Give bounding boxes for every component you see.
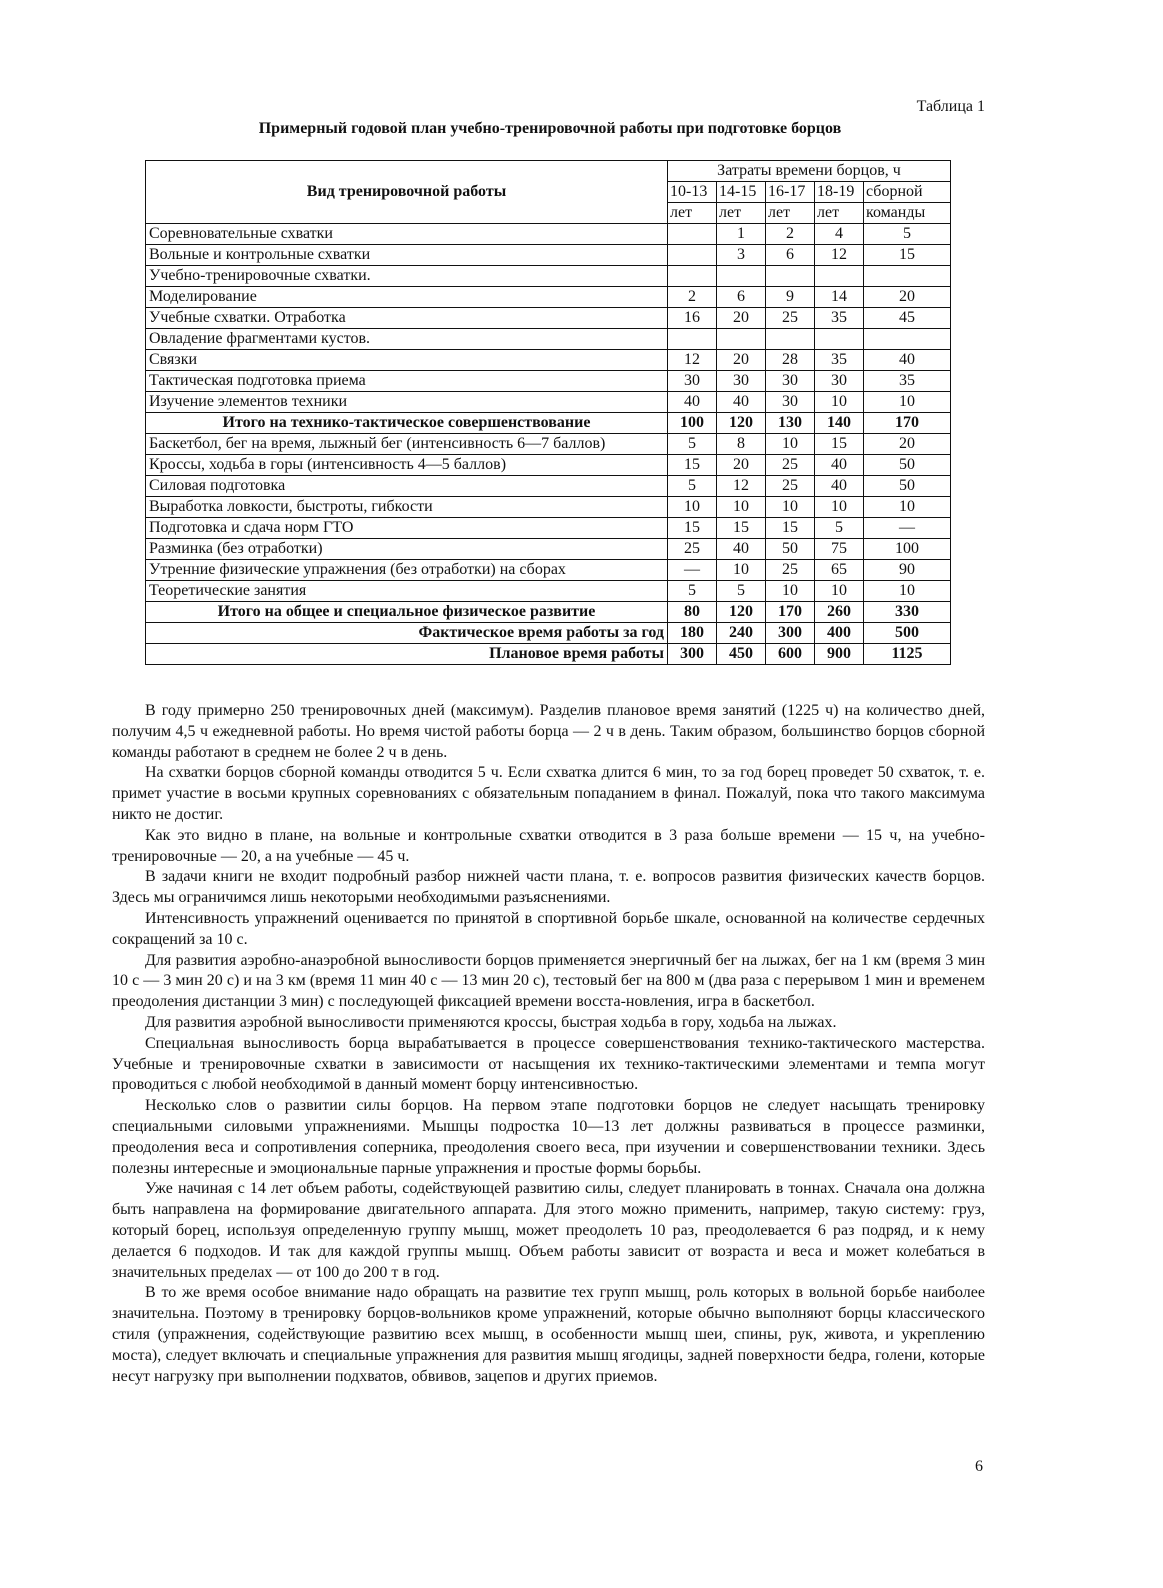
row-value: 30 [815, 371, 864, 392]
row-value: 5 [668, 476, 717, 497]
row-value: 15 [668, 455, 717, 476]
row-value: 6 [717, 287, 766, 308]
table-row [146, 455, 951, 476]
row-label: Подготовка и сдача норм ГТО [146, 518, 668, 539]
table-row [146, 308, 951, 329]
row-value: 50 [864, 455, 951, 476]
row-value: 330 [864, 602, 951, 623]
row-value: 100 [668, 413, 717, 434]
row-value: 35 [864, 371, 951, 392]
row-value: 10 [717, 497, 766, 518]
row-value: 5 [864, 224, 951, 245]
table-row [146, 266, 951, 287]
table-row [146, 476, 951, 497]
row-value: 120 [717, 413, 766, 434]
row-value: 40 [668, 392, 717, 413]
row-value: 3 [717, 245, 766, 266]
row-value: 20 [717, 350, 766, 371]
row-value: 6 [766, 245, 815, 266]
row-label: Овладение фрагментами кустов. [146, 329, 668, 350]
row-value: 15 [766, 518, 815, 539]
row-value: 170 [864, 413, 951, 434]
row-value [815, 329, 864, 350]
row-value [668, 266, 717, 287]
row-value: — [864, 518, 951, 539]
row-value [668, 245, 717, 266]
row-value: 30 [717, 371, 766, 392]
header-col-bottom: команды [864, 203, 951, 224]
paragraph: В задачи книги не входит подробный разбор нижней части плана, т. е. вопросов развития физических качеств борцов. Здесь мы ограничимся лишь некоторыми необходимыми разъяснениями. [112, 868, 985, 907]
row-value: 300 [766, 623, 815, 644]
row-value: 25 [766, 308, 815, 329]
row-label: Плановое время работы [146, 644, 668, 665]
table-row [146, 413, 951, 434]
row-value: 35 [815, 350, 864, 371]
header-col-bottom: лет [717, 203, 766, 224]
row-value: 50 [766, 539, 815, 560]
row-value: 900 [815, 644, 864, 665]
row-value: 30 [668, 371, 717, 392]
row-value: 10 [864, 392, 951, 413]
row-value: 65 [815, 560, 864, 581]
row-value: 12 [815, 245, 864, 266]
row-value: 10 [766, 581, 815, 602]
table-title: Примерный годовой план учебно-тренировочной работы при подготовке борцов [258, 120, 842, 137]
row-value: 300 [668, 644, 717, 665]
row-value [668, 329, 717, 350]
row-value: 10 [815, 392, 864, 413]
row-label: Разминка (без отработки) [146, 539, 668, 560]
row-value [766, 329, 815, 350]
table-row [146, 371, 951, 392]
table-row [146, 392, 951, 413]
row-label: Учебно-тренировочные схватки. [146, 266, 668, 287]
paragraph: Для развития аэробной выносливости применяются кроссы, быстрая ходьба в гору, ходьба на лыжах. [145, 1013, 837, 1031]
row-value [717, 266, 766, 287]
row-label: Выработка ловкости, быстроты, гибкости [146, 497, 668, 518]
row-value: 30 [766, 371, 815, 392]
row-value: 28 [766, 350, 815, 371]
row-value: 75 [815, 539, 864, 560]
row-value: 10 [766, 434, 815, 455]
row-value: 5 [668, 434, 717, 455]
paragraph: В году примерно 250 тренировочных дней (максимум). Разделив плановое время занятий (1225 ч) на количество дней, получим 4,5 ч ежедневной работы. Но время чистой работы борца — 2 ч в день. Таким образом, большинство борцов сборной команды работают в среднем не более 2 ч в день. [112, 702, 985, 761]
row-label: Тактическая подготовка приема [146, 371, 668, 392]
row-value: 10 [766, 497, 815, 518]
row-value: 25 [766, 455, 815, 476]
row-value: 12 [668, 350, 717, 371]
row-label: Баскетбол, бег на время, лыжный бег (интенсивность 6—7 баллов) [146, 434, 668, 455]
row-value: 12 [717, 476, 766, 497]
row-value: 90 [864, 560, 951, 581]
table-caption: Таблица 1 [916, 98, 985, 115]
paragraph: В то же время особое внимание надо обращать на развитие тех групп мышц, роль которых в вольной борьбе наиболее значительна. Поэтому в тренировку борцов-вольников кроме упражнений, которые обычно выполняют борцы классического стиля (упражнения, содействующие развитию всех мышц, в особенности мышц шеи, спины, рук, живота, и укреплению моста), следует включать и специальные упражнения для развития мышц ягодицы, задней поверхности бедра, голени, которые несут нагрузку при выполнении подхватов, обвивов, зацепов и других приемов. [112, 1284, 985, 1385]
table-row [146, 581, 951, 602]
row-label: Итого на технико-тактическое совершенствование [146, 413, 668, 434]
row-value: 2 [766, 224, 815, 245]
row-value: 20 [717, 455, 766, 476]
row-value: 260 [815, 602, 864, 623]
row-value [668, 224, 717, 245]
row-value: 50 [864, 476, 951, 497]
body-text [112, 701, 985, 1387]
paragraph: Для развития аэробно-анаэробной выносливости борцов применяется энергичный бег на лыжах, бег на 1 км (время 3 мин 10 с — 3 мин 20 с) и на 3 км (время 11 мин 40 с — 13 мин 20 с), тестовый бег на 800 м (два раза с перерывом 1 мин и временем преодоления дистанции 3 мин) с последующей фиксацией времени восста-новления, игра в баскетбол. [112, 951, 985, 1011]
row-value [717, 329, 766, 350]
table-row [146, 224, 951, 245]
row-value: 8 [717, 434, 766, 455]
table-row [146, 329, 951, 350]
paragraph: Несколько слов о развитии силы борцов. На первом этапе подготовки борцов не следует насыщать тренировку специальными силовыми упражнениями. Мышцы подростка 10—13 лет должны развиваться в процессе разминки, преодоления веса и сопротивления соперника, преодоления своего веса, при изучении и совершенствовании техники. Здесь полезны интересные и эмоциональные парные упражнения и простые формы борьбы. [112, 1097, 985, 1177]
table-row [146, 287, 951, 308]
table-row [146, 560, 951, 581]
row-value: 10 [717, 560, 766, 581]
table-row [146, 350, 951, 371]
table-row [146, 518, 951, 539]
row-value: 240 [717, 623, 766, 644]
table-row [146, 539, 951, 560]
paragraph: На схватки борцов сборной команды отводится 5 ч. Если схватка длится 6 мин, то за год борец проведет 50 схваток, т. е. примет участие в восьми крупных соревнованиях с обязательным попаданием в финал. Пожалуй, пока что такого максимума никто не достиг. [112, 764, 985, 823]
row-value: 15 [717, 518, 766, 539]
row-label: Изучение элементов техники [146, 392, 668, 413]
row-label: Учебные схватки. Отработка [146, 308, 668, 329]
row-value: 500 [864, 623, 951, 644]
header-time-group: Затраты времени борцов, ч [668, 161, 951, 182]
row-value: 10 [864, 497, 951, 518]
row-label: Моделирование [146, 287, 668, 308]
table-row [146, 602, 951, 623]
row-value: 10 [815, 497, 864, 518]
row-label: Связки [146, 350, 668, 371]
row-label: Фактическое время работы за год [146, 623, 668, 644]
row-value: 1 [717, 224, 766, 245]
header-col-top: 16-17 [766, 182, 815, 203]
row-value: 5 [717, 581, 766, 602]
row-value: 45 [864, 308, 951, 329]
header-col-top: 10-13 [668, 182, 717, 203]
row-value: 5 [815, 518, 864, 539]
table-row [146, 497, 951, 518]
row-value [864, 329, 951, 350]
table-row [146, 245, 951, 266]
table-row [146, 644, 951, 665]
table-row [146, 434, 951, 455]
row-value: 40 [815, 455, 864, 476]
row-label: Вольные и контрольные схватки [146, 245, 668, 266]
row-value: 10 [815, 581, 864, 602]
row-value: 25 [668, 539, 717, 560]
header-col-bottom: лет [668, 203, 717, 224]
row-value: 450 [717, 644, 766, 665]
header-activity: Вид тренировочной работы [146, 161, 668, 224]
row-value: 120 [717, 602, 766, 623]
row-value: 40 [717, 392, 766, 413]
row-value: 400 [815, 623, 864, 644]
header-col-top: 18-19 [815, 182, 864, 203]
row-value: 100 [864, 539, 951, 560]
header-col-bottom: лет [815, 203, 864, 224]
row-value: 10 [864, 581, 951, 602]
page-number: 6 [975, 1458, 983, 1475]
paragraph: Специальная выносливость борца вырабатывается в процессе совершенствования технико-тактического мастерства. Учебные и тренировочные схватки в зависимости от насыщения их технико-тактическими элементами и темпа могут проводиться с любой необходимой в данный момент борцу интенсивностью. [112, 1034, 985, 1094]
row-label: Соревновательные схватки [146, 224, 668, 245]
training-plan-table [145, 160, 951, 665]
row-value [766, 266, 815, 287]
row-value: 600 [766, 644, 815, 665]
paragraph: Уже начиная с 14 лет объем работы, содействующей развитию силы, следует планировать в тоннах. Сначала она должна быть направлена на формирование двигательного аппарата. Для этого можно применить, например, такую систему: груз, который борец, используя определенную группу мышц, может преодолеть 10 раз, преодолевается 6 раз подряд, и к нему делается 6 подходов. И так для каждой группы мышц. Объем работы зависит от возраста и веса и может колебаться в значительных пределах — от 100 до 200 т в год. [112, 1180, 985, 1281]
paragraph: Интенсивность упражнений оценивается по принятой в спортивной борьбе шкале, основанной на количестве сердечных сокращений за 10 с. [112, 909, 985, 948]
row-value: 15 [864, 245, 951, 266]
row-value: 15 [668, 518, 717, 539]
row-label: Кроссы, ходьба в горы (интенсивность 4—5 баллов) [146, 455, 668, 476]
row-value: 40 [864, 350, 951, 371]
row-label: Силовая подготовка [146, 476, 668, 497]
row-value: 20 [864, 287, 951, 308]
row-value: 170 [766, 602, 815, 623]
row-value: 130 [766, 413, 815, 434]
row-value: 15 [815, 434, 864, 455]
row-label: Теоретические занятия [146, 581, 668, 602]
row-value: 2 [668, 287, 717, 308]
row-value: 80 [668, 602, 717, 623]
header-col-top: 14-15 [717, 182, 766, 203]
row-label: Утренние физические упражнения (без отработки) на сборах [146, 560, 668, 581]
row-value: 20 [864, 434, 951, 455]
row-value: 25 [766, 560, 815, 581]
table-row [146, 623, 951, 644]
row-value: 16 [668, 308, 717, 329]
row-value: 1125 [864, 644, 951, 665]
row-value [864, 266, 951, 287]
row-value: 140 [815, 413, 864, 434]
row-value: 40 [815, 476, 864, 497]
row-value: 10 [668, 497, 717, 518]
row-value: 35 [815, 308, 864, 329]
header-col-top: сборной [864, 182, 951, 203]
paragraph: Как это видно в плане, на вольные и контрольные схватки отводится в 3 раза больше времени — 15 ч, на учебно-тренировочные — 20, а на учебные — 45 ч. [112, 826, 985, 865]
row-value: 4 [815, 224, 864, 245]
row-value: 40 [717, 539, 766, 560]
row-value: 5 [668, 581, 717, 602]
row-value: 180 [668, 623, 717, 644]
row-value: 20 [717, 308, 766, 329]
row-value: 30 [766, 392, 815, 413]
row-label: Итого на общее и специальное физическое развитие [146, 602, 668, 623]
row-value: — [668, 560, 717, 581]
header-col-bottom: лет [766, 203, 815, 224]
row-value: 9 [766, 287, 815, 308]
row-value: 25 [766, 476, 815, 497]
row-value [815, 266, 864, 287]
row-value: 14 [815, 287, 864, 308]
